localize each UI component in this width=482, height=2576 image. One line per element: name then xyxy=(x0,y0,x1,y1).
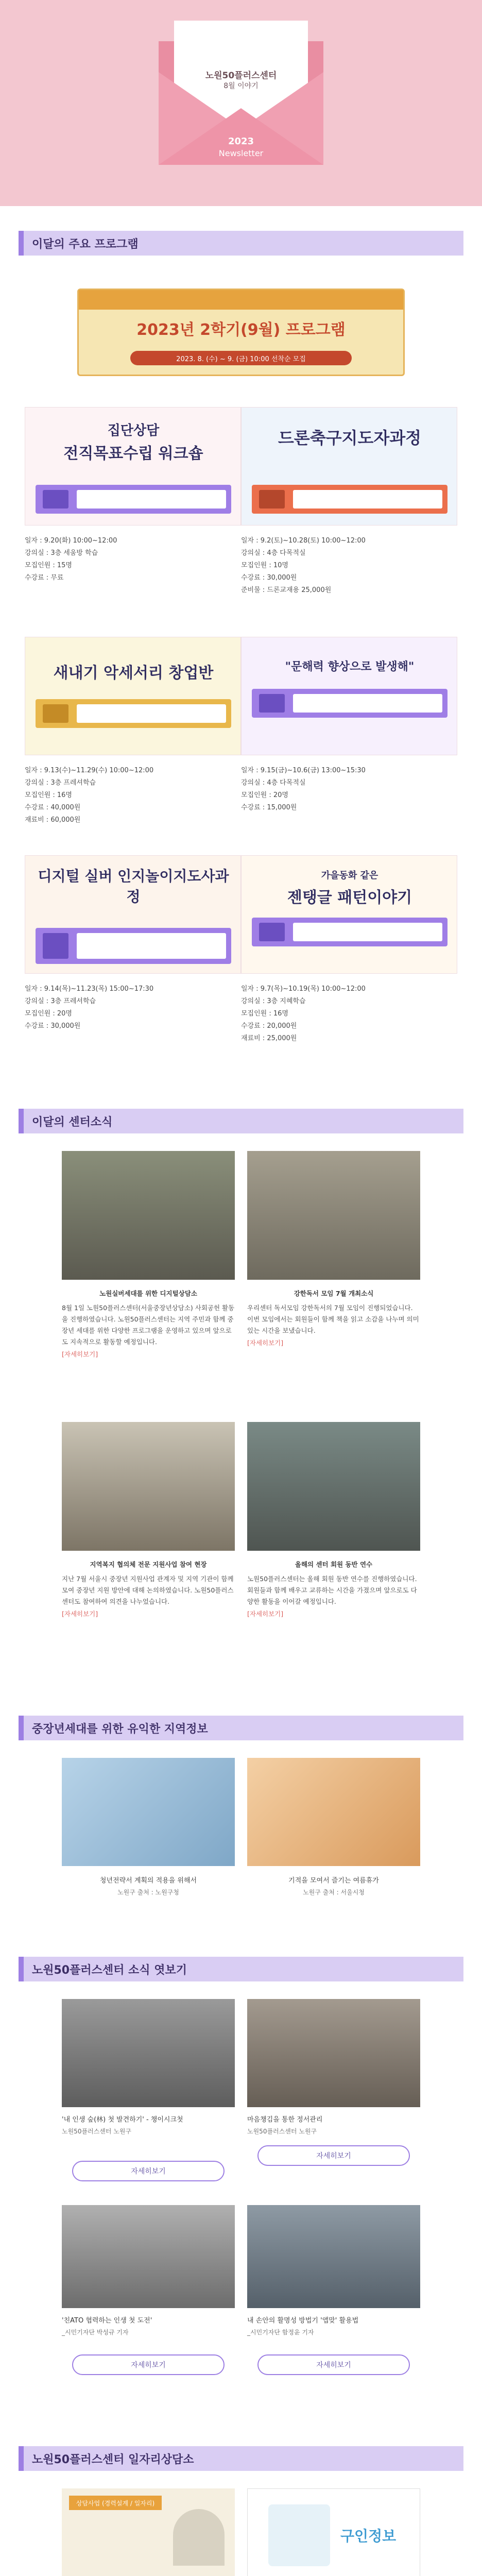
detail-line: 수강료 : 15,000원 xyxy=(241,804,297,811)
story-author: _시민기자단 박성규 기자 xyxy=(62,2329,129,2336)
local-title: 기적을 모여서 즐기는 여름휴가 xyxy=(288,1877,379,1885)
story-item xyxy=(62,2315,235,2338)
program-card[interactable] xyxy=(25,855,241,1032)
jobs-banner-title: 상담사업 (경력설계 / 일자리) xyxy=(69,2496,162,2510)
detail-line: 강의실 : 3층 지혜학습 xyxy=(241,997,306,1005)
local-item xyxy=(247,1875,420,1898)
issue-label: 8월 이야기 xyxy=(223,82,259,90)
program-info-box xyxy=(252,485,447,514)
program-title: "문해력 향상으로 발생해" xyxy=(285,660,415,673)
detail-line: 모집인원 : 10명 xyxy=(241,562,288,569)
program-details xyxy=(25,983,241,1032)
jobs-banner[interactable] xyxy=(62,2488,235,2576)
jobs-banner[interactable] xyxy=(247,2488,420,2576)
program-card[interactable] xyxy=(241,407,457,597)
story-detail-button[interactable]: 자세히보기 xyxy=(257,2145,410,2166)
envelope-graphic xyxy=(153,10,329,170)
newsletter-label: Newsletter xyxy=(218,148,264,158)
program-info-box xyxy=(252,689,447,718)
story-title: 내 손안의 활명성 방법기 '앱맞' 활용법 xyxy=(247,2317,359,2325)
program-image xyxy=(25,637,241,755)
detail-line: 강의실 : 4층 다목적실 xyxy=(241,549,306,557)
program-tag: 집단상담 xyxy=(107,423,160,438)
detail-line: 모집인원 : 15명 xyxy=(25,562,72,569)
program-card[interactable] xyxy=(25,637,241,826)
program-details xyxy=(241,535,457,597)
story-item xyxy=(247,2114,420,2137)
story-photo[interactable] xyxy=(62,1999,235,2107)
detail-line: 준비물 : 드론교재용 25,000원 xyxy=(241,586,332,594)
detail-line: 재료비 : 25,000원 xyxy=(241,1035,297,1042)
news-more-link[interactable]: [자세히보기] xyxy=(247,1610,284,1618)
program-image xyxy=(241,637,457,755)
news-item xyxy=(62,1559,235,1620)
section-news-title: 이달의 센터소식 xyxy=(19,1109,463,1133)
program-tag: 가을동화 같은 xyxy=(321,870,378,881)
news-photo xyxy=(247,1422,420,1551)
program-info-box xyxy=(36,928,231,964)
detail-line: 재료비 : 60,000원 xyxy=(25,816,81,824)
story-photo[interactable] xyxy=(62,2205,235,2308)
detail-line: 모집인원 : 16명 xyxy=(25,791,72,799)
story-detail-button[interactable]: 자세히보기 xyxy=(72,2161,225,2181)
program-title: 드론축구지도자과정 xyxy=(278,428,422,448)
detail-line: 일자 : 9.15(금)~10.6(금) 13:00~15:30 xyxy=(241,767,366,774)
program-image xyxy=(241,407,457,526)
local-title: 청년전략서 계획의 적용을 위해서 xyxy=(99,1877,197,1885)
story-photo[interactable] xyxy=(247,2205,420,2308)
banner-subtitle: 2023. 8. (수) ~ 9. (금) 10:00 선착순 모집 xyxy=(130,351,352,365)
story-item xyxy=(62,2114,235,2137)
story-title: 마음챙김을 통한 정서관리 xyxy=(247,2116,323,2124)
local-source: 노원구 출처 : 서울시청 xyxy=(303,1889,365,1896)
jobs-banner-title: 구인정보 xyxy=(340,2528,397,2545)
detail-line: 일자 : 9.7(목)~10.19(목) 10:00~12:00 xyxy=(241,985,366,993)
program-details xyxy=(241,983,457,1045)
detail-line: 강의실 : 4층 다목적실 xyxy=(241,779,306,787)
program-info-box xyxy=(36,485,231,514)
story-title: '친ATO 협력하는 인생 첫 도전' xyxy=(62,2317,152,2325)
program-title: 전직목표수립 워크숍 xyxy=(63,445,203,463)
news-item xyxy=(62,1288,235,1360)
news-body: 노원50플러스센터는 올해 회원 동반 연수를 진행하였습니다. 회원들과 함께 배우고 교류하는 시간을 가졌으며 앞으로도 다양한 활동을 이어갈 예정입니다. xyxy=(247,1575,417,1605)
local-source: 노원구 출처 : 노원구청 xyxy=(117,1889,179,1896)
local-item xyxy=(62,1875,235,1898)
news-photo xyxy=(62,1422,235,1551)
story-author: _시민기자단 함정윤 기자 xyxy=(247,2329,314,2336)
detail-line: 수강료 : 30,000원 xyxy=(241,574,297,582)
section-programs-title: 이달의 주요 프로그램 xyxy=(19,231,463,256)
program-title: 새내기 악세서리 창업반 xyxy=(53,664,214,682)
detail-line: 일자 : 9.20(화) 10:00~12:00 xyxy=(25,537,117,545)
local-photo[interactable] xyxy=(247,1758,420,1866)
news-title: 노원실버세대를 위한 디지털상담소 xyxy=(99,1290,197,1297)
program-details xyxy=(25,535,241,584)
news-photo xyxy=(247,1151,420,1280)
news-item xyxy=(247,1288,420,1349)
detail-line: 일자 : 9.14(목)~11.23(목) 15:00~17:30 xyxy=(25,985,154,993)
program-info-box xyxy=(36,699,231,728)
story-author: 노원50플러스센터 노원구 xyxy=(62,2128,132,2135)
program-image xyxy=(241,855,457,974)
section-story-title: 노원50플러스센터 소식 엿보기 xyxy=(19,1957,463,1981)
program-title: 젠탱글 패턴이야기 xyxy=(287,889,412,907)
news-more-link[interactable]: [자세히보기] xyxy=(247,1339,284,1347)
year-label: 2023 xyxy=(228,136,254,147)
story-detail-button[interactable]: 자세히보기 xyxy=(72,2354,225,2375)
program-card[interactable] xyxy=(241,637,457,814)
story-author: 노원50플러스센터 노원구 xyxy=(247,2128,317,2135)
story-title: '내 인생 숲(林) 첫 발견하기' - 챙이시크첫 xyxy=(62,2116,183,2124)
detail-line: 일자 : 9.2(토)~10.28(토) 10:00~12:00 xyxy=(241,537,366,545)
detail-line: 모집인원 : 16명 xyxy=(241,1010,288,1018)
detail-line: 수강료 : 무료 xyxy=(25,574,64,582)
banner-top-strip xyxy=(79,290,403,310)
program-title: 디지털 실버 인지놀이지도사과정 xyxy=(38,868,229,905)
section-jobs-title: 노원50플러스센터 일자리상담소 xyxy=(19,2446,463,2471)
news-more-link[interactable]: [자세히보기] xyxy=(62,1350,98,1358)
news-title: 지역복지 협의체 전문 지원사업 참여 현장 xyxy=(90,1561,207,1568)
banner-title: 2023년 2학기(9월) 프로그램 xyxy=(136,321,346,339)
news-body: 8월 1일 노원50플러스센터(서울중장년상담소) 사회공헌 활동을 진행하였습니다. 노원50플러스센터는 지역 주민과 함께 중장년 세대를 위한 다양한 프로그램을 운영하고 있으며 앞으로도 지속적으로 활동할 예정입니다. xyxy=(62,1304,235,1346)
news-title: 강한독서 모임 7월 개최소식 xyxy=(294,1290,374,1297)
hero-header xyxy=(0,0,482,206)
job-search-icon xyxy=(268,2504,330,2566)
program-image xyxy=(25,407,241,526)
detail-line: 수강료 : 30,000원 xyxy=(25,1022,81,1030)
detail-line: 수강료 : 20,000원 xyxy=(241,1022,297,1030)
news-body: 우리센터 독서모임 강한독서의 7월 모임이 진행되었습니다. 이번 모임에서는 회원들이 함께 책을 읽고 소감을 나누며 의미 있는 시간을 보냈습니다. xyxy=(247,1304,419,1334)
story-item xyxy=(247,2315,420,2338)
news-item xyxy=(247,1559,420,1620)
news-photo xyxy=(62,1151,235,1280)
news-more-link[interactable]: [자세히보기] xyxy=(62,1610,98,1618)
program-details xyxy=(241,765,457,814)
news-title: 올해의 센터 회원 동반 연수 xyxy=(295,1561,373,1568)
detail-line: 강의실 : 3층 프레셔학습 xyxy=(25,997,96,1005)
detail-line: 일자 : 9.13(수)~11.29(수) 10:00~12:00 xyxy=(25,767,154,774)
detail-line: 모집인원 : 20명 xyxy=(25,1010,72,1018)
detail-line: 강의실 : 3층 프레셔학습 xyxy=(25,779,96,787)
program-banner[interactable] xyxy=(77,289,405,376)
person-icon xyxy=(173,2509,225,2566)
story-photo[interactable] xyxy=(247,1999,420,2107)
program-info-box xyxy=(252,918,447,946)
detail-line: 수강료 : 40,000원 xyxy=(25,804,81,811)
org-name: 노원50플러스센터 xyxy=(205,71,277,81)
detail-line: 강의실 : 3층 세움방 학습 xyxy=(25,549,98,557)
program-card[interactable] xyxy=(25,407,241,584)
program-details xyxy=(25,765,241,826)
detail-line: 모집인원 : 20명 xyxy=(241,791,288,799)
section-local-title: 중장년세대를 위한 유익한 지역정보 xyxy=(19,1716,463,1740)
story-detail-button[interactable]: 자세히보기 xyxy=(257,2354,410,2375)
news-body: 지난 7월 서울시 중장년 지원사업 관계자 및 지역 기관이 함께 모여 중장년 지원 방안에 대해 논의하였습니다. 노원50플러스센터도 참여하여 의견을 나누었습니다. xyxy=(62,1575,234,1605)
program-image xyxy=(25,855,241,974)
program-card[interactable] xyxy=(241,855,457,1045)
local-photo[interactable] xyxy=(62,1758,235,1866)
